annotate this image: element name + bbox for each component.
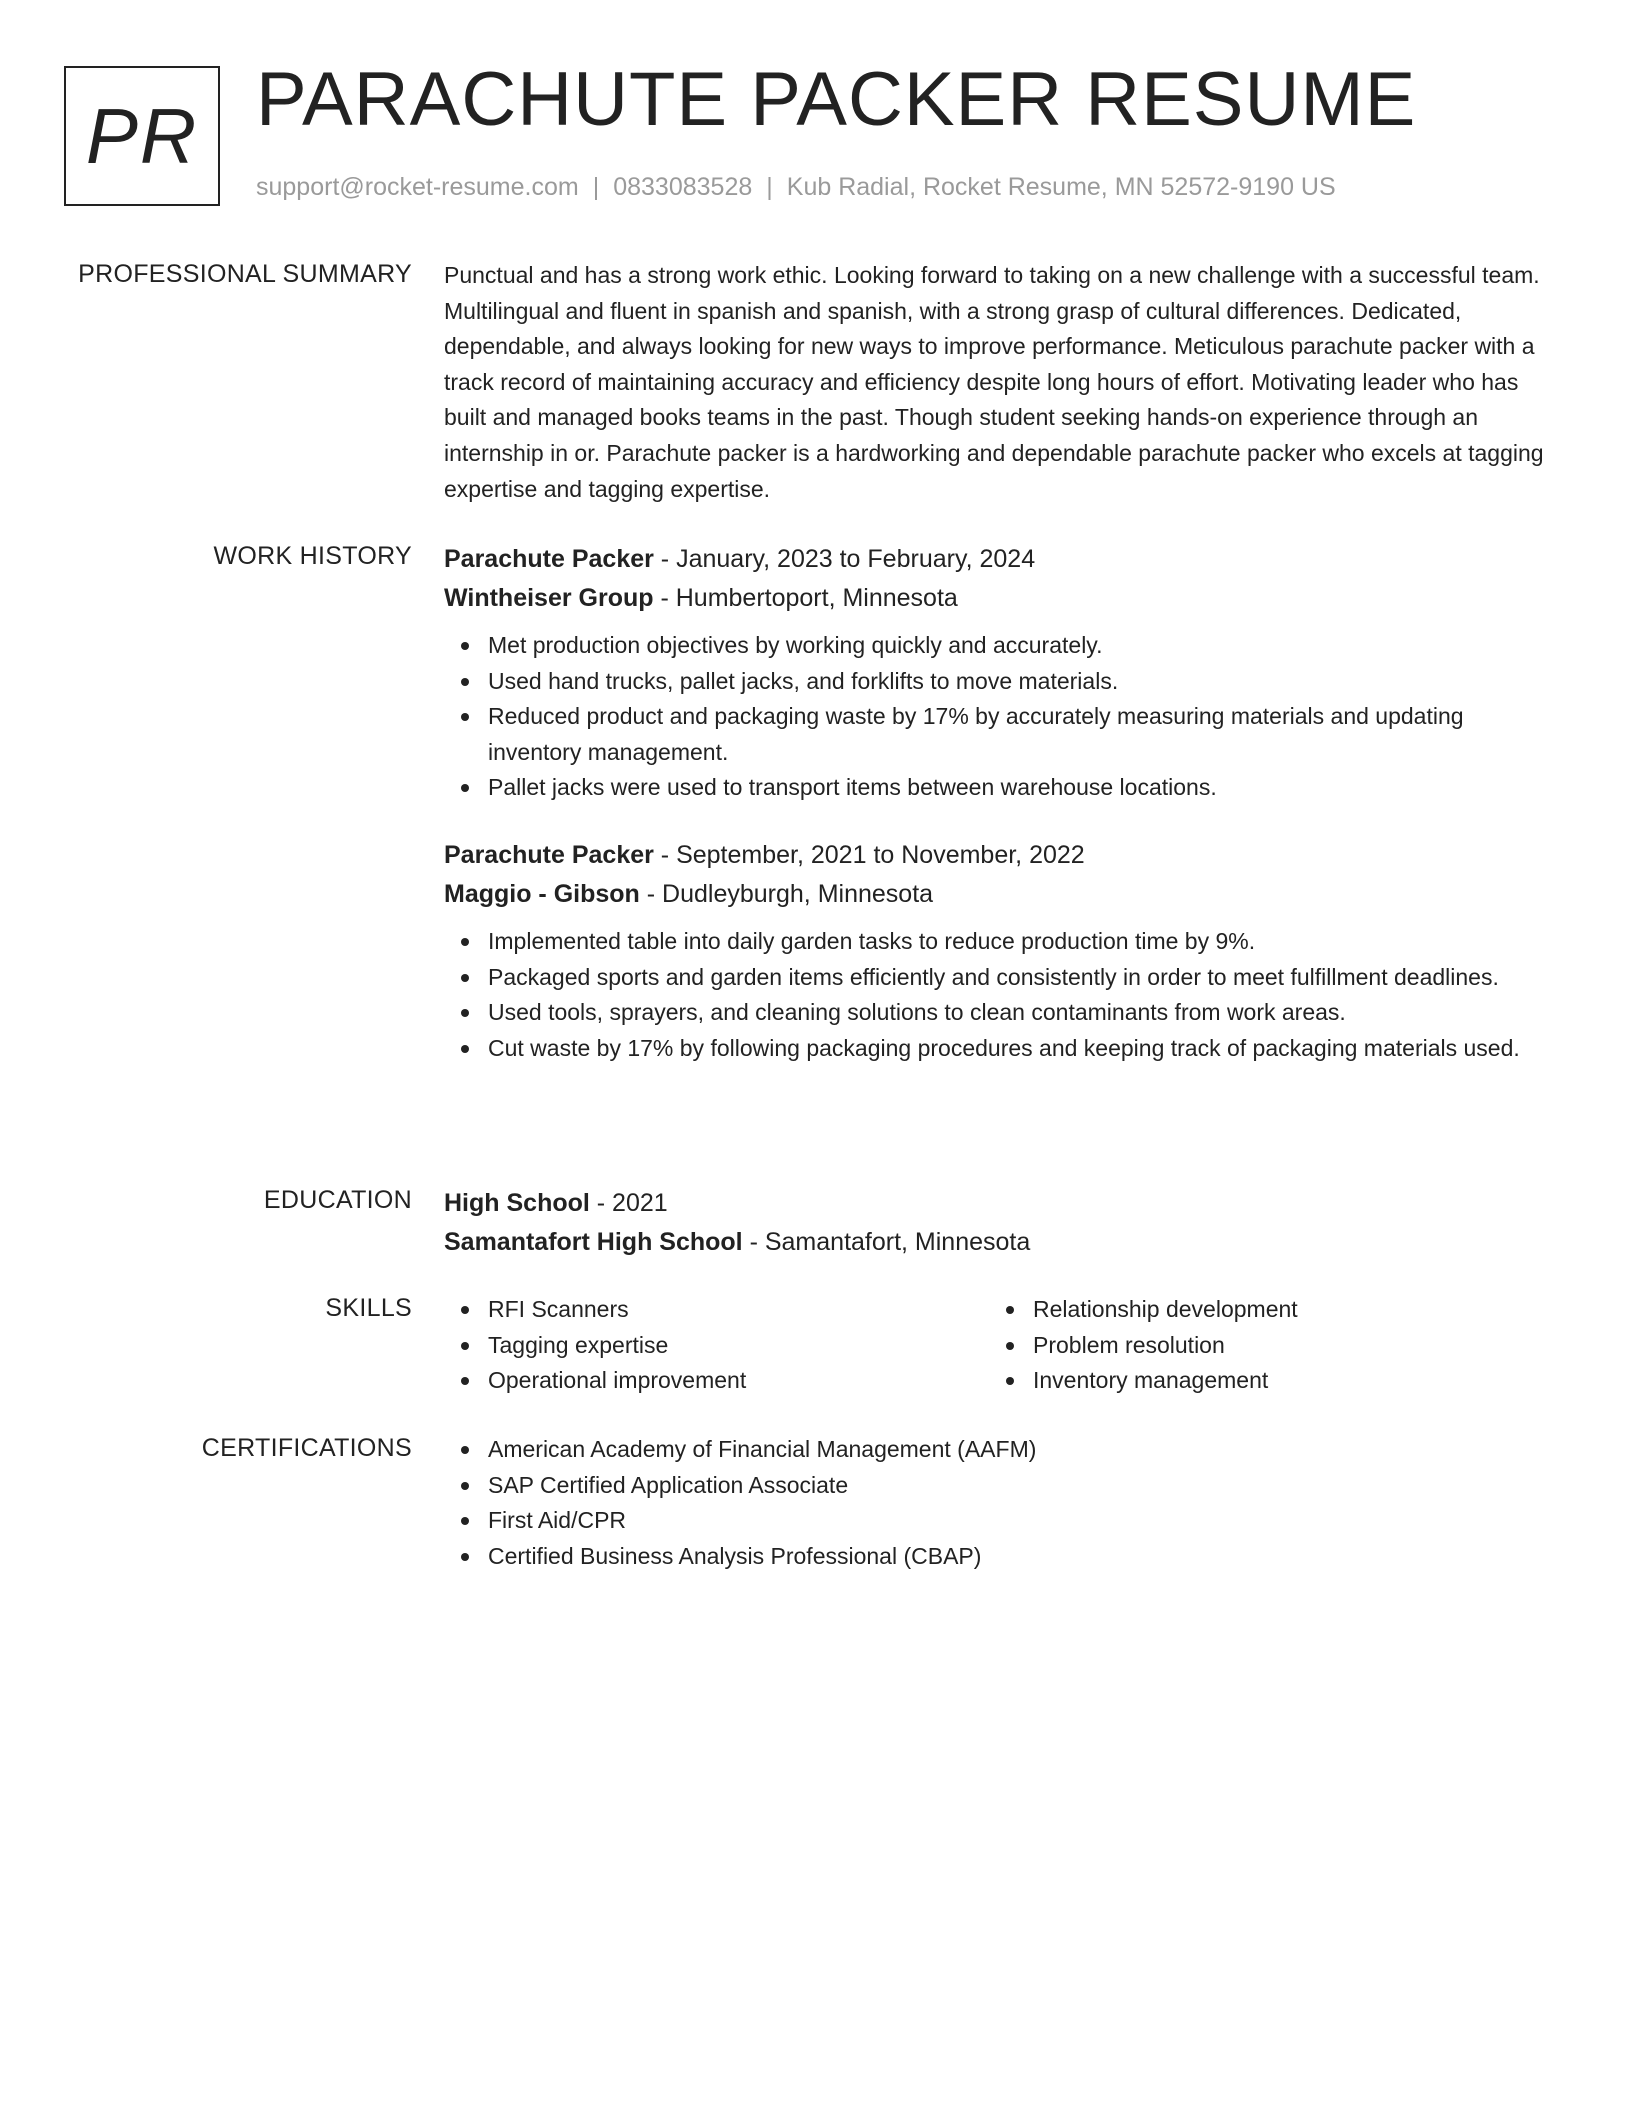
work-history-heading: WORK HISTORY — [213, 542, 412, 570]
job-title: Parachute Packer — [444, 840, 654, 869]
contact-separator: | — [592, 173, 600, 201]
list-item: Problem resolution — [1033, 1328, 1534, 1364]
monogram-initials: PR — [85, 92, 199, 180]
list-item: Pallet jacks were used to transport items between warehouse locations. — [488, 770, 1544, 806]
summary-text: Punctual and has a strong work ethic. Looking forward to taking on a new challenge with a successful team. Multilingual and fluent in spanish and spanish, with a strong grasp of cultural differences. Dedicated, dependable, and always looking for new ways to improve performance. Meticulous parachute packer with a track record of maintaining accuracy and efficiency despite long hours of effort. Motivating leader who has built and managed books teams in the past. Though student seeking hands-on experience through an internship in or. Parachute packer is a hardworking and dependable parachute packer who excels at tagging expertise and tagging expertise. — [444, 262, 1544, 502]
list-item: Cut waste by 17% by following packaging procedures and keeping track of packaging materials used. — [488, 1031, 1544, 1067]
skills-list-right — [989, 1292, 1534, 1399]
education-heading: EDUCATION — [263, 1186, 412, 1214]
education-degree-line — [444, 1184, 1544, 1223]
summary-heading: PROFESSIONAL SUMMARY — [78, 260, 412, 288]
job-dates: - September, 2021 to November, 2022 — [653, 840, 1085, 869]
job-title-line — [444, 540, 1544, 579]
education-degree: High School — [444, 1189, 590, 1217]
certifications-heading: CERTIFICATIONS — [201, 1434, 412, 1462]
list-item: First Aid/CPR — [488, 1503, 1544, 1539]
job-company: Maggio - Gibson — [444, 879, 640, 908]
resume-title: PARACHUTE PACKER RESUME — [256, 57, 1417, 142]
certifications-list — [444, 1432, 1544, 1574]
education-school-line — [444, 1223, 1544, 1262]
job-location: - Humbertoport, Minnesota — [653, 584, 958, 612]
list-item: Operational improvement — [488, 1363, 989, 1399]
job-company-line — [444, 875, 1544, 914]
list-item: RFI Scanners — [488, 1292, 989, 1328]
list-item: American Academy of Financial Management (AAFM) — [488, 1432, 1544, 1468]
skills-heading: SKILLS — [325, 1294, 412, 1322]
job-bullets — [444, 924, 1544, 1066]
list-item: Inventory management — [1033, 1363, 1534, 1399]
job-entry — [444, 540, 1544, 806]
education-school: Samantafort High School — [444, 1228, 743, 1256]
job-company: Wintheiser Group — [444, 584, 654, 612]
list-item: SAP Certified Application Associate — [488, 1468, 1544, 1504]
education-year: - 2021 — [589, 1189, 668, 1217]
monogram-box — [64, 66, 220, 206]
contact-address: Kub Radial, Rocket Resume, MN 52572-9190 US — [786, 173, 1336, 201]
job-bullets — [444, 628, 1544, 806]
list-item: Reduced product and packaging waste by 17% by accurately measuring materials and updating inventory management. — [488, 699, 1544, 770]
list-item: Certified Business Analysis Professional (CBAP) — [488, 1539, 1544, 1575]
list-item: Relationship development — [1033, 1292, 1534, 1328]
list-item: Tagging expertise — [488, 1328, 989, 1364]
list-item: Packaged sports and garden items efficiently and consistently in order to meet fulfillment deadlines. — [488, 960, 1544, 996]
list-item: Used hand trucks, pallet jacks, and forklifts to move materials. — [488, 664, 1544, 700]
list-item: Implemented table into daily garden tasks to reduce production time by 9%. — [488, 924, 1544, 960]
education-location: - Samantafort, Minnesota — [742, 1228, 1031, 1256]
job-dates: - January, 2023 to February, 2024 — [653, 545, 1036, 573]
job-title-line — [444, 836, 1544, 875]
skills-grid — [444, 1292, 1544, 1399]
job-company-line — [444, 579, 1544, 618]
contact-email: support@rocket-resume.com — [256, 173, 579, 201]
job-location: - Dudleyburgh, Minnesota — [639, 879, 934, 908]
contact-separator: | — [766, 173, 773, 201]
job-title: Parachute Packer — [444, 545, 654, 573]
list-item: Used tools, sprayers, and cleaning solutions to clean contaminants from work areas. — [488, 995, 1544, 1031]
job-entry — [444, 836, 1544, 1066]
skills-list-left — [444, 1292, 989, 1399]
list-item: Met production objectives by working quickly and accurately. — [488, 628, 1544, 664]
contact-line — [256, 172, 1336, 202]
contact-phone: 0833083528 — [613, 173, 753, 201]
